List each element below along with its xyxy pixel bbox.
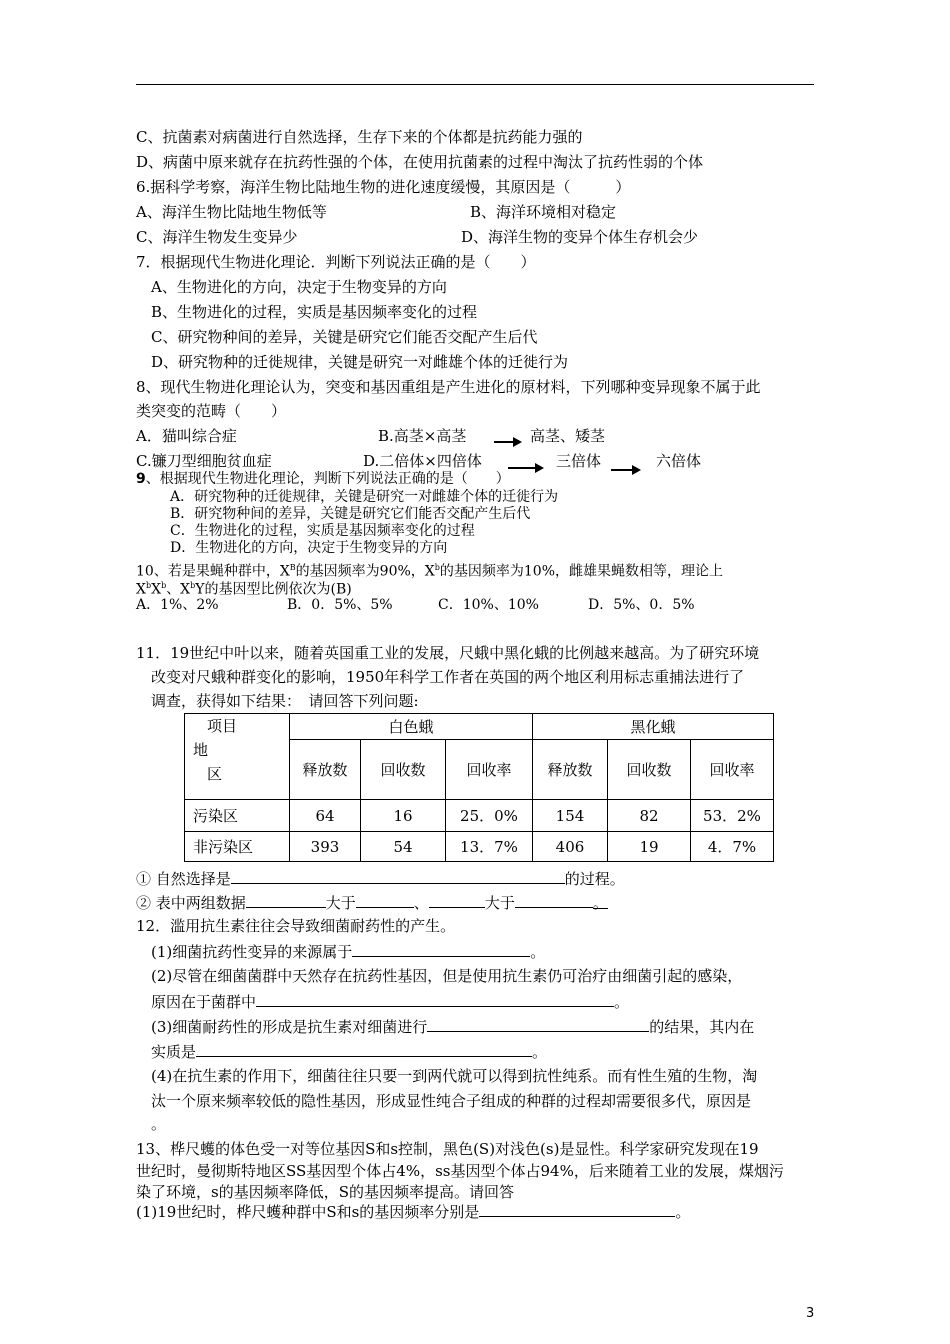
col-header: 释放数 bbox=[533, 740, 608, 800]
table-cell: 19 bbox=[608, 832, 691, 862]
q11-a1-suffix: 的过程。 bbox=[564, 870, 625, 888]
q7-option-d: D、研究物种的迁徙规律，关键是研究一对雌雄个体的迁徙行为 bbox=[151, 353, 569, 371]
corner-region-1: 地 bbox=[193, 741, 209, 759]
q11-a2-blank-3[interactable] bbox=[429, 892, 485, 908]
page-number: 3 bbox=[806, 1306, 815, 1321]
table-corner-header bbox=[185, 714, 290, 800]
table-cell: 53．2% bbox=[691, 800, 774, 832]
corner-region-2: 区 bbox=[207, 765, 223, 783]
q7-option-b: B、生物进化的过程，实质是基因频率变化的过程 bbox=[151, 303, 478, 321]
q10-text-1: 10、若是果蝇种群中，X bbox=[136, 563, 290, 580]
col-header: 回收率 bbox=[691, 740, 774, 800]
q12-sub-4a: (4)在抗生素的作用下，细菌往往只要一到两代就可以得到抗性纯系。而有性生殖的生物，淘 bbox=[151, 1067, 758, 1085]
q11-a2-gt-1: 大于 bbox=[325, 894, 356, 912]
table-cell: 154 bbox=[533, 800, 608, 832]
q12-stem: 12．滥用抗生素往往会导致细菌耐药性的产生。 bbox=[136, 917, 456, 935]
q12-sub-4c: 。 bbox=[151, 1115, 167, 1133]
q10-x2-sup: b bbox=[161, 581, 167, 590]
q8-option-d-mid: 三倍体 bbox=[556, 452, 602, 470]
table-row bbox=[185, 800, 774, 832]
q8-option-d-end: 六倍体 bbox=[656, 452, 702, 470]
q13-s1-end: 。 bbox=[675, 1203, 691, 1221]
q10-text-2: 的基因频率为90%，X bbox=[295, 563, 435, 580]
q9-option-a: A．研究物种的迁徙规律，关键是研究一对雌雄个体的迁徙行为 bbox=[170, 489, 559, 505]
q6-stem: 6.据科学考察，海洋生物比陆地生物的进化速度缓慢，其原因是（ ） bbox=[136, 178, 631, 196]
q11-a2-end: 。 bbox=[592, 894, 608, 912]
q7-stem: 7．根据现代生物进化理论．判断下列说法正确的是（ ） bbox=[136, 253, 536, 271]
table-cell: 393 bbox=[290, 832, 361, 862]
q12-sub-3a bbox=[151, 1016, 754, 1037]
q12-sub-2b bbox=[151, 991, 629, 1012]
q8-option-b: B.高茎×高茎 bbox=[378, 427, 467, 445]
q12-s3a-end: 的结果，其内在 bbox=[649, 1018, 755, 1036]
q9-option-d: D．生物进化的方向，决定于生物变异的方向 bbox=[170, 540, 448, 556]
table-row bbox=[185, 832, 774, 862]
q11-stem-line2: 改变对尺蛾种群变化的影响，1950年科学工作者在英国的两个地区利用标志重捕法进行了 bbox=[151, 668, 745, 686]
q6-option-c: C、海洋生物发生变异少 bbox=[136, 228, 298, 246]
q11-a2-sep: 、 bbox=[413, 894, 429, 912]
table-cell: 64 bbox=[290, 800, 361, 832]
col-header: 释放数 bbox=[290, 740, 361, 800]
table-cell: 13．7% bbox=[446, 832, 533, 862]
q10-sup-1: B bbox=[289, 563, 296, 572]
q11-stem-line3: 调查，获得如下结果： 请回答下列问题: bbox=[151, 692, 419, 710]
q8-option-b-result: 高茎、矮茎 bbox=[530, 427, 606, 445]
q8-arrow-d1 bbox=[508, 467, 542, 469]
q12-s3b-text: 实质是 bbox=[151, 1043, 197, 1061]
q9-stem bbox=[136, 471, 510, 488]
group-header-white-moth: 白色蛾 bbox=[290, 714, 533, 740]
q13-sub-1 bbox=[136, 1201, 690, 1222]
q13-s1-text: (1)19世纪时，桦尺蠖种群中S和s的基因频率分别是 bbox=[136, 1203, 480, 1221]
q8-option-c: C.镰刀型细胞贫血症 bbox=[136, 452, 272, 470]
q10-x3-sup: b bbox=[190, 581, 196, 590]
q10-option-b: B．0．5%、5% bbox=[287, 597, 393, 613]
q13-stem-line1: 13、桦尺蠖的体色受一对等位基因S和s控制，黑色(S)对浅色(s)是显性。科学家研究发现在19 bbox=[136, 1140, 759, 1158]
q11-a2-blank-4[interactable] bbox=[515, 892, 593, 908]
q6-option-b: B、海洋环境相对稳定 bbox=[470, 203, 617, 221]
group-header-dark-moth: 黑化蛾 bbox=[533, 714, 774, 740]
q12-s3b-end: 。 bbox=[532, 1043, 548, 1061]
q8-arrow-d2 bbox=[611, 469, 639, 471]
q11-a2-gt-2: 大于 bbox=[484, 894, 515, 912]
q8-option-d: D.二倍体×四倍体 bbox=[363, 452, 482, 470]
q10-line2-end: Y的基因型比例依次为(B) bbox=[195, 581, 352, 598]
q11-a1-prefix: ① 自然选择是 bbox=[136, 870, 231, 888]
q13-stem-line2: 世纪时，曼彻斯特地区SS基因型个体占4%，ss基因型个体占94%，后来随着工业的发展，煤烟污 bbox=[136, 1162, 784, 1180]
q12-sub-2a: (2)尽管在细菌菌群中天然存在抗药性基因，但是使用抗生素仍可治疗由细菌引起的感染， bbox=[151, 967, 743, 985]
q5-option-d: D、病菌中原来就存在抗药性强的个体，在使用抗菌素的过程中淘汰了抗药性弱的个体 bbox=[136, 153, 704, 171]
q10-x3: 、X bbox=[166, 581, 191, 598]
q10-option-a: A．1%、2% bbox=[136, 597, 219, 613]
q12-s1-text: (1)细菌抗药性变异的来源属于 bbox=[151, 943, 353, 961]
q8-option-a: A．猫叫综合症 bbox=[136, 427, 237, 445]
q9-option-b: B．研究物种间的差异，关键是研究它们能否交配产生后代 bbox=[170, 506, 531, 522]
q10-option-c: C．10%、10% bbox=[438, 597, 539, 613]
q12-s3a-blank[interactable] bbox=[427, 1016, 649, 1032]
q12-sub-3b bbox=[151, 1041, 547, 1062]
corner-item: 项目 bbox=[207, 717, 238, 735]
q13-s1-blank[interactable] bbox=[479, 1201, 675, 1217]
q8-arrow-b bbox=[494, 441, 520, 443]
q11-stem-line1: 11．19世纪中叶以来，随着英国重工业的发展，尺蛾中黑化蛾的比例越来越高。为了研究环境 bbox=[136, 644, 760, 662]
q10-stem-line2 bbox=[136, 577, 352, 599]
q10-x2: X bbox=[151, 581, 162, 598]
table-cell: 25．0% bbox=[446, 800, 533, 832]
q6-option-a: A、海洋生物比陆地生物低等 bbox=[136, 203, 327, 221]
q10-x1-sup: b bbox=[145, 581, 152, 590]
q10-sup-2: b bbox=[434, 563, 440, 572]
q11-a1-blank[interactable] bbox=[231, 868, 565, 884]
table-cell: 16 bbox=[361, 800, 446, 832]
q12-s3b-blank[interactable] bbox=[196, 1041, 532, 1057]
q11-answer-2 bbox=[136, 892, 608, 913]
row-label: 非污染区 bbox=[185, 832, 290, 862]
q5-option-c: C、抗菌素对病菌进行自然选择，生存下来的个体都是抗药能力强的 bbox=[136, 128, 583, 146]
q11-a2-blank-2[interactable] bbox=[356, 892, 414, 908]
table-cell: 406 bbox=[533, 832, 608, 862]
col-header: 回收数 bbox=[361, 740, 446, 800]
q12-s2-end: 。 bbox=[614, 993, 630, 1011]
q11-results-table bbox=[184, 713, 774, 862]
table-cell: 4．7% bbox=[691, 832, 774, 862]
q9-option-c: C．生物进化的过程，实质是基因频率变化的过程 bbox=[170, 523, 475, 539]
q7-option-c: C、研究物种间的差异，关键是研究它们能否交配产生后代 bbox=[151, 328, 538, 346]
q12-s2-text: 原因在于菌群中 bbox=[151, 993, 257, 1011]
q9-stem-text: 、根据现代生物进化理论，判断下列说法正确的是（ ） bbox=[145, 471, 510, 487]
table-cell: 82 bbox=[608, 800, 691, 832]
q9-number: 9 bbox=[136, 471, 146, 487]
q7-option-a: A、生物进化的方向，决定于生物变异的方向 bbox=[151, 278, 447, 296]
q11-a2-prefix: ② 表中两组数据 bbox=[136, 894, 246, 912]
header-rule bbox=[136, 84, 814, 85]
q8-stem-line1: 8、现代生物进化理论认为，突变和基因重组是产生进化的原材料，下列哪种变异现象不属于此 bbox=[136, 378, 761, 396]
col-header: 回收数 bbox=[608, 740, 691, 800]
q12-s1-blank[interactable] bbox=[352, 941, 530, 957]
col-header: 回收率 bbox=[446, 740, 533, 800]
q11-a2-blank-1[interactable] bbox=[246, 892, 326, 908]
q11-answer-1 bbox=[136, 868, 625, 889]
table-cell: 54 bbox=[361, 832, 446, 862]
q6-option-d: D、海洋生物的变异个体生存机会少 bbox=[461, 228, 699, 246]
q12-sub-1 bbox=[151, 941, 545, 962]
q10-x1: X bbox=[136, 581, 146, 598]
q10-option-d: D．5%、0．5% bbox=[588, 597, 695, 613]
q10-text-3: 的基因频率为10%，雌雄果蝇数相等，理论上 bbox=[439, 563, 724, 580]
q13-stem-line3: 染了环境，s的基因频率降低，S的基因频率提高。请回答 bbox=[136, 1183, 514, 1201]
row-label: 污染区 bbox=[185, 800, 290, 832]
q12-s3a-text: (3)细菌耐药性的形成是抗生素对细菌进行 bbox=[151, 1018, 428, 1036]
q12-s1-end: 。 bbox=[530, 943, 546, 961]
q12-sub-4b: 汰一个原来频率较低的隐性基因，形成显性纯合子组成的种群的过程却需要很多代，原因是 bbox=[151, 1092, 752, 1110]
q12-s2-blank[interactable] bbox=[256, 991, 614, 1007]
q8-stem-line2: 类突变的范畴（ ） bbox=[136, 402, 287, 420]
